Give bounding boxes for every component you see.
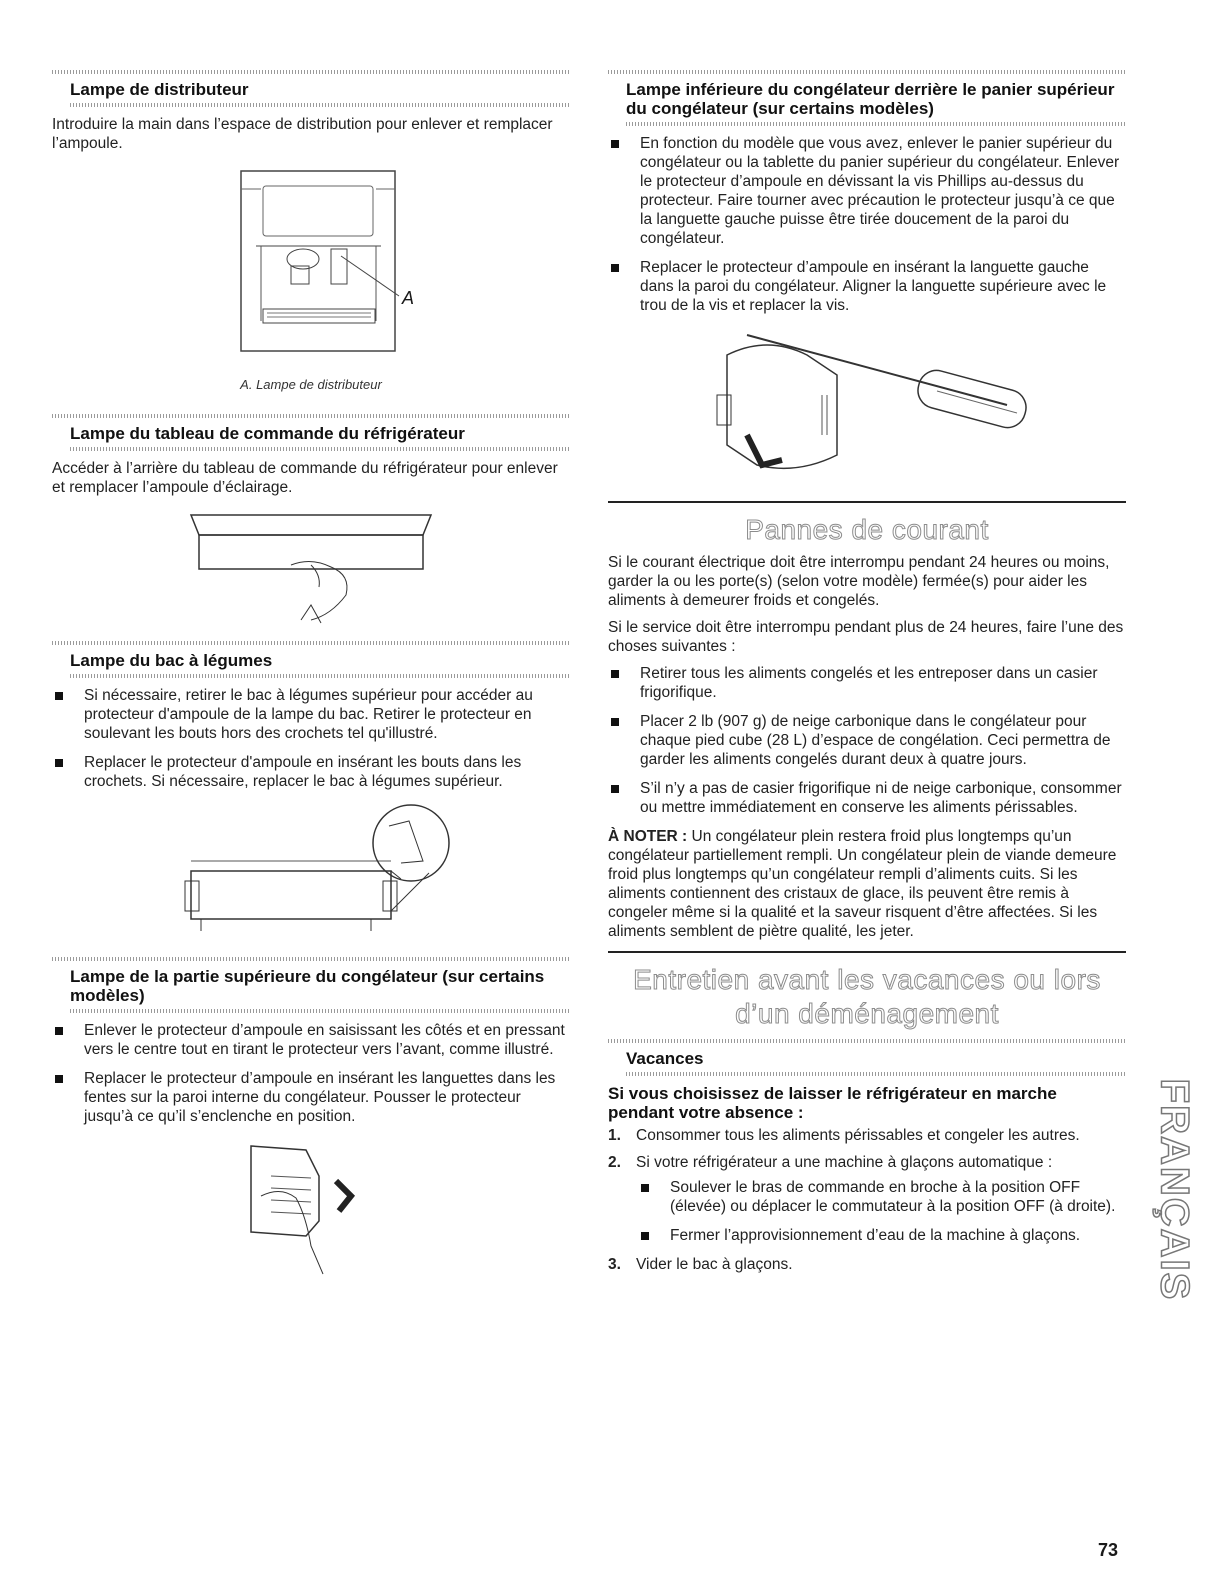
crisper-heading: Lampe du bac à légumes (70, 651, 273, 670)
section-rule (52, 957, 570, 961)
power-outage-title: Pannes de courant (745, 514, 989, 545)
step-text: Vider le bac à glaçons. (636, 1256, 793, 1273)
page-number: 73 (1098, 1540, 1119, 1560)
heading-rule (70, 674, 570, 678)
language-side-tab (1150, 950, 1198, 1430)
dispenser-caption: A. Lampe de distributeur (240, 377, 382, 392)
section-rule (52, 414, 570, 418)
heading-rule (70, 447, 570, 451)
section-divider (608, 951, 1126, 953)
step-text: Si votre réfrigérateur a une machine à glaçons automatique : (636, 1154, 1053, 1171)
vacation-heading: Vacances (626, 1049, 704, 1068)
upper-freezer-step-1: Enlever le protecteur d’ampoule en saisissant les côtés et en pressant vers le centre tout en tirant le protecteur vers l’avant, comme illustré. (52, 1021, 570, 1059)
crisper-step-1: Si nécessaire, retirer le bac à légumes supérieur pour accéder au protecteur d'ampoule de la lampe du bac. Retirer le protecteur en soulevant les bouts hors des crochets tel qu'illustré. (52, 686, 570, 743)
vacation-title-line-1: Entretien avant les vacances ou lors (633, 964, 1101, 995)
vacation-title-line-2: d’un déménagement (735, 998, 999, 1029)
note-text: Un congélateur plein restera froid plus longtemps qu’un congélateur partiellement rempli. Un congélateur plein de viande demeure froid plus longtemps qu’un congélateur rempli d’aliments cuits. Si les aliments contiennent des cristaux de glace, ils peuvent être remis à congeler même si la qualité et la saveur risquent d’être affectées. Si les aliments semblent de piètre qualité, les jeter. (608, 828, 1117, 940)
step-number: 1. (608, 1127, 621, 1144)
right-column (608, 70, 1126, 1282)
crisper-step-2: Replacer le protecteur d'ampoule en insérant les bouts dans les crochets. Si nécessaire, replacer le bac à légumes supérieur. (52, 753, 570, 791)
vacation-step-1 (608, 1126, 1126, 1145)
power-outage-p2: Si le service doit être interrompu pendant plus de 24 heures, faire l’une des choses suivantes : (608, 619, 1124, 655)
dispenser-body: Introduire la main dans l’espace de distribution pour enlever et remplacer l’ampoule. (52, 116, 553, 152)
upper-freezer-heading: Lampe de la partie supérieure du congélateur (sur certains modèles) (70, 967, 545, 1005)
dispenser-heading: Lampe de distributeur (70, 80, 249, 99)
left-column (52, 70, 570, 1276)
vacation-step-3 (608, 1255, 1126, 1274)
section-rule (52, 641, 570, 645)
section-rule (608, 70, 1126, 74)
language-side-tab-label: FRANÇAIS (1152, 1078, 1197, 1302)
control-panel-heading: Lampe du tableau de commande du réfrigérateur (70, 424, 465, 443)
control-panel-figure (161, 505, 461, 625)
power-outage-note (608, 827, 1126, 941)
vacation-subheading: Si vous choisissez de laisser le réfrigérateur en marche pendant votre absence : (608, 1084, 1057, 1122)
section-rule (52, 70, 570, 74)
note-label: À NOTER : (608, 828, 688, 845)
heading-rule (70, 1009, 570, 1013)
power-outage-p1: Si le courant électrique doit être interrompu pendant 24 heures ou moins, garder la ou les porte(s) (selon votre modèle) fermée(s) pour aider les aliments à demeurer froids et congelés. (608, 554, 1110, 609)
vacation-substep-2: Fermer l’approvisionnement d’eau de la machine à glaçons. (638, 1226, 1126, 1245)
power-outage-item-3: S’il n’y a pas de casier frigorifique ni de neige carbonique, consommer ou mettre immédiatement en conserve les aliments périssables. (608, 779, 1126, 817)
lower-freezer-step-2: Replacer le protecteur d’ampoule en insérant la languette gauche dans la paroi du congélateur. Aligner la languette supérieure avec le trou de la vis et replacer la vis. (608, 258, 1126, 315)
crisper-figure (161, 801, 461, 941)
figure-callout-a: A (402, 288, 415, 308)
heading-rule (626, 122, 1126, 126)
section-rule (608, 1039, 1126, 1043)
step-text: Consommer tous les aliments périssables et congeler les autres. (636, 1127, 1080, 1144)
step-number: 2. (608, 1154, 621, 1171)
lower-freezer-figure (687, 325, 1047, 485)
upper-freezer-figure (211, 1136, 411, 1276)
section-divider (608, 501, 1126, 503)
vacation-substep-1: Soulever le bras de commande en broche à la position OFF (élevée) ou déplacer le commutateur à la position OFF (à droite). (638, 1178, 1126, 1216)
lower-freezer-heading: Lampe inférieure du congélateur derrière le panier supérieur du congélateur (sur certains modèles) (626, 80, 1115, 118)
lower-freezer-step-1: En fonction du modèle que vous avez, enlever le panier supérieur du congélateur ou la tablette du panier supérieur du congélateur. Enlever le protecteur d’ampoule en dévissant la vis Phillips au-dessus du protecteur. Faire tourner avec précaution le protecteur jusqu’à ce que la languette gauche puisse être tirée doucement de la paroi du congélateur. (608, 134, 1126, 248)
control-panel-body: Accéder à l’arrière du tableau de commande du réfrigérateur pour enlever et remplacer l’ampoule d’éclairage. (52, 460, 558, 496)
step-number: 3. (608, 1256, 621, 1273)
heading-rule (70, 103, 570, 107)
dispenser-figure (191, 161, 431, 371)
upper-freezer-step-2: Replacer le protecteur d’ampoule en insérant les languettes dans les fentes sur la paroi interne du congélateur. Pousser le protecteur jusqu’à ce qu’il s’enclenche en position. (52, 1069, 570, 1126)
power-outage-item-2: Placer 2 lb (907 g) de neige carbonique dans le congélateur pour chaque pied cube (28 L) d’espace de congélation. Ceci permettra de garder les aliments congelés durant deux à quatre jours. (608, 712, 1126, 769)
vacation-step-2 (608, 1153, 1126, 1245)
heading-rule (626, 1072, 1126, 1076)
power-outage-item-1: Retirer tous les aliments congelés et les entreposer dans un casier frigorifique. (608, 664, 1126, 702)
